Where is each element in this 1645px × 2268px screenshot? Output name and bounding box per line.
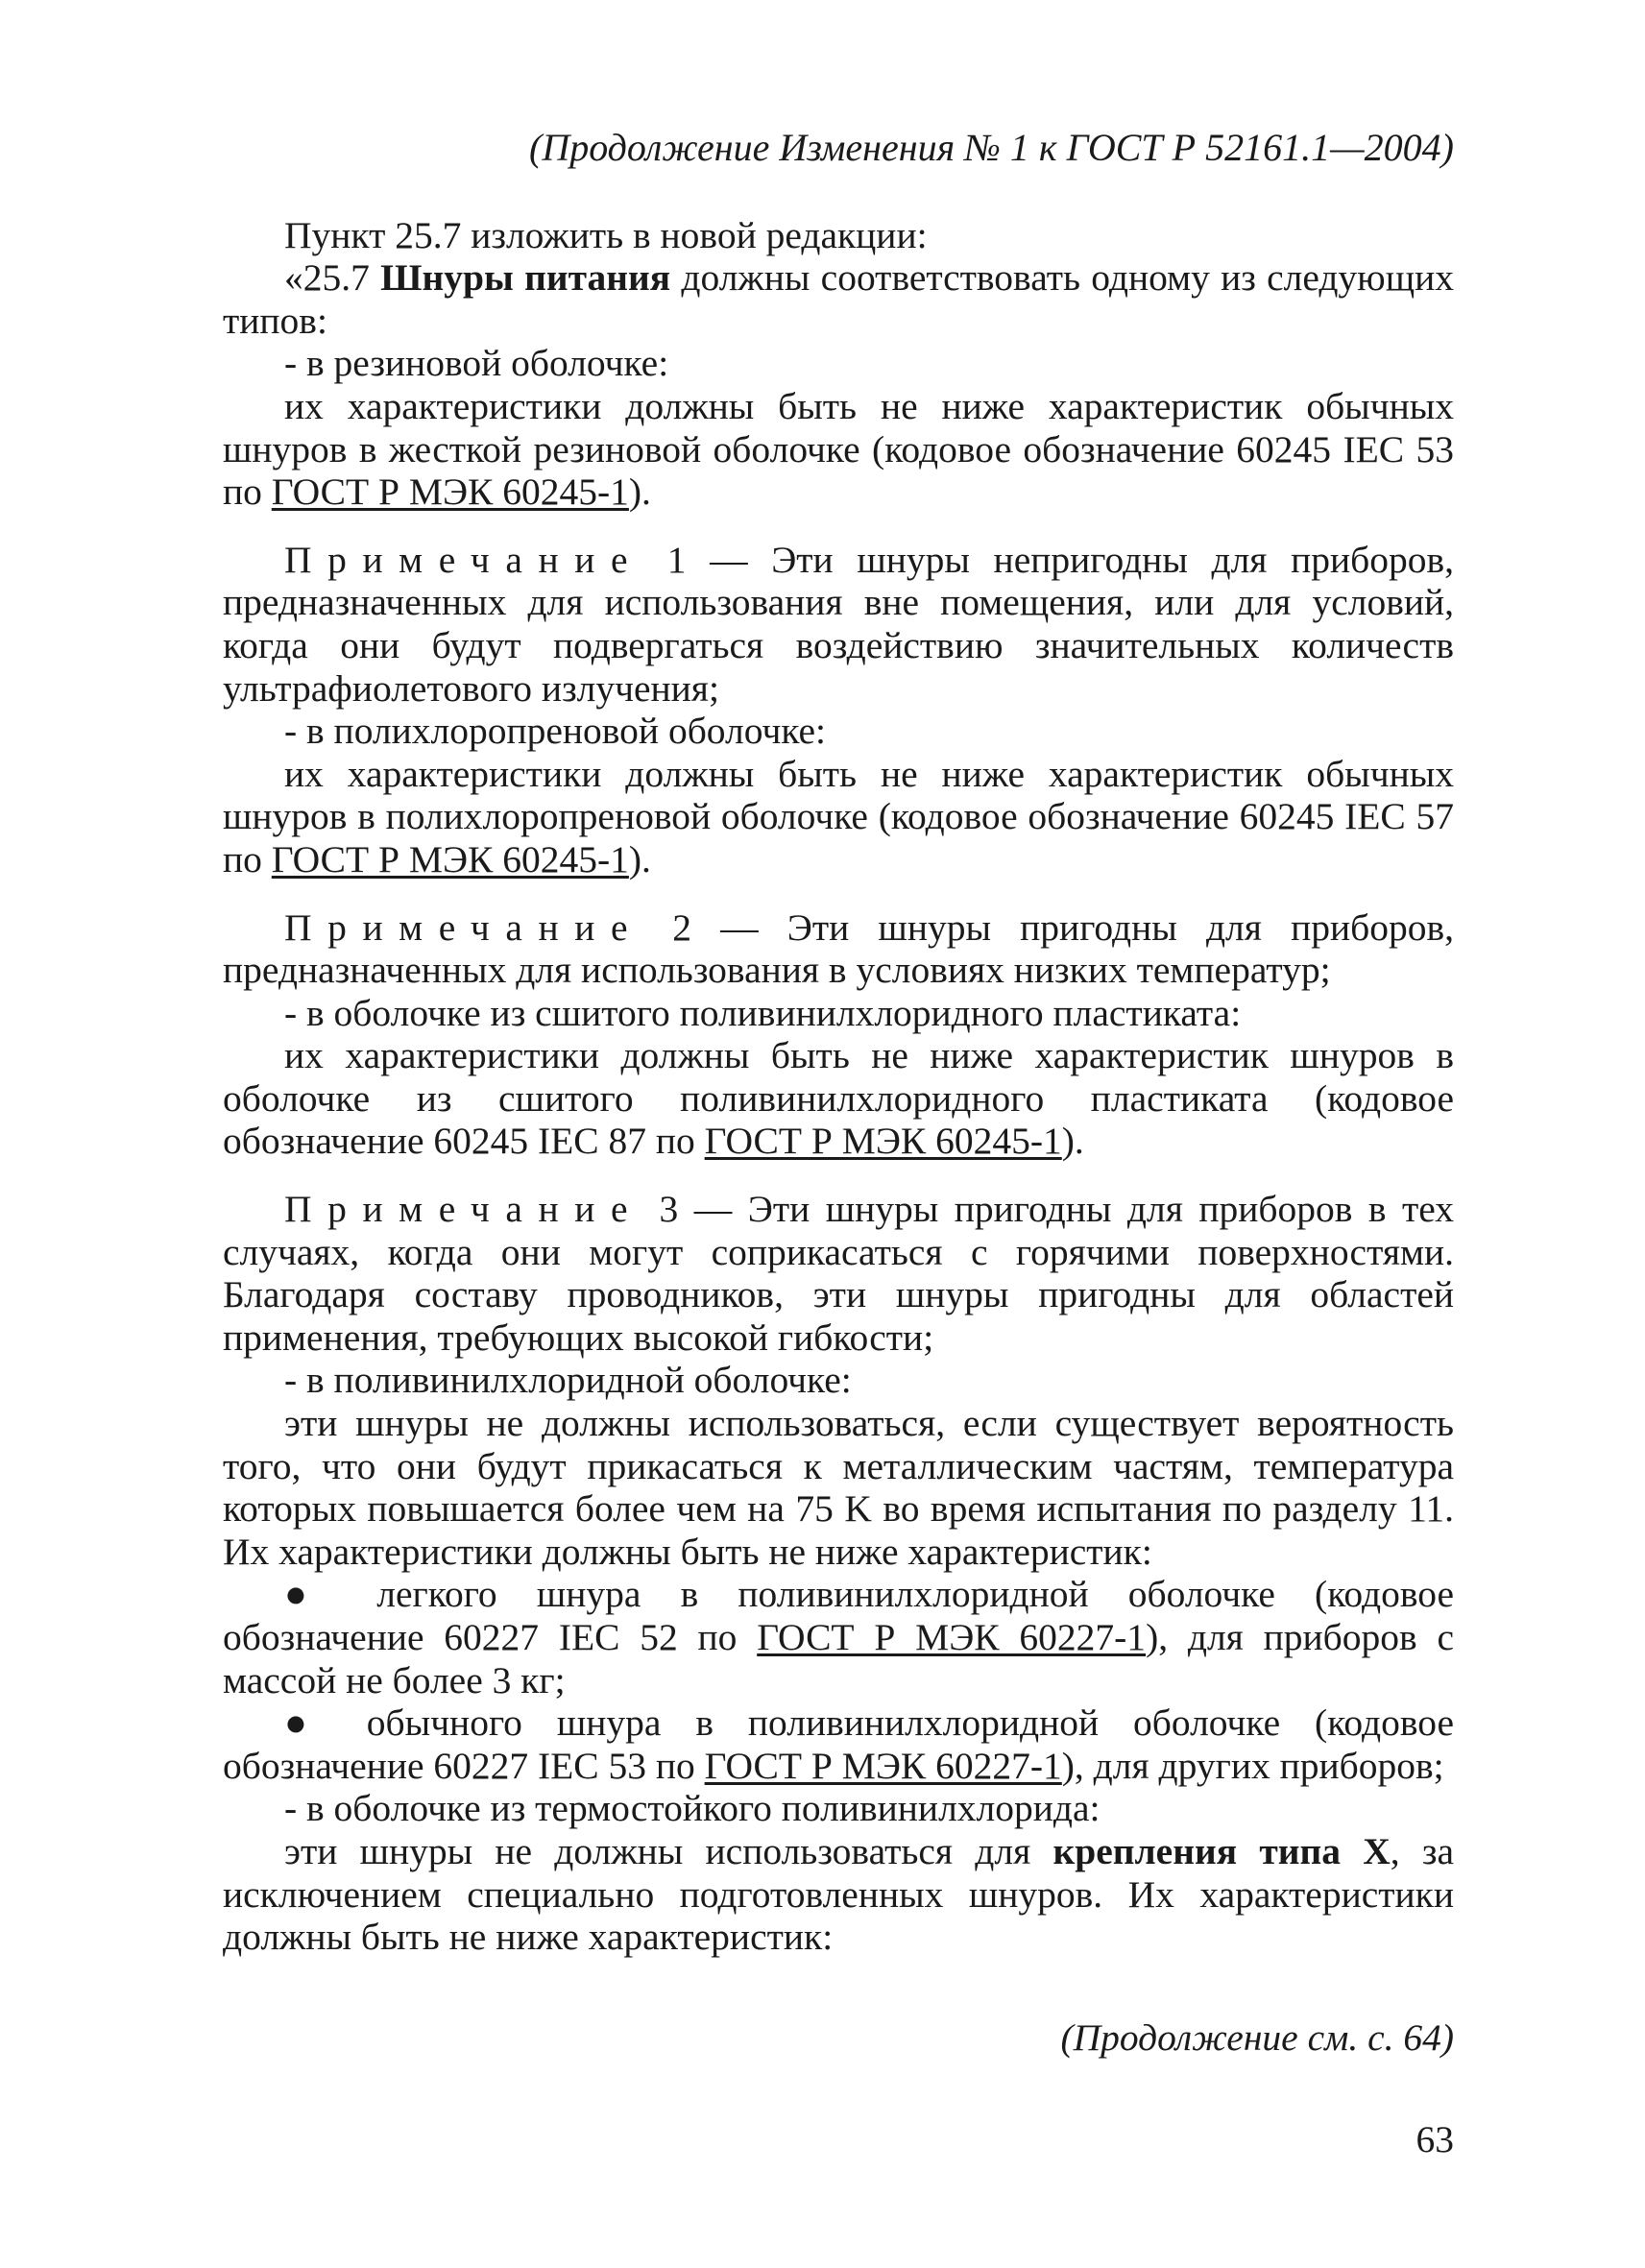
heat-resistant-pvc-text: эти шнуры не должны использоваться для крепления типа X, за исключением специально подготовленных шнуров. Их характеристики должны быть не ниже характеристик:	[223, 1829, 1455, 1959]
heat-resistant-pvc-title: - в оболочке из термостойкого поливинилхлорида:	[284, 1787, 1101, 1830]
gost-link[interactable]: ГОСТ Р МЭК 60245-1	[704, 1120, 1062, 1163]
gost-link[interactable]: ГОСТ Р МЭК 60245-1	[271, 837, 629, 881]
rubber-sheath-title: - в резиновой оболочке:	[284, 342, 669, 385]
pvc-sheath-text: эти шнуры не должны использоваться, если существует вероятность того, что они будут прикасаться к металлическим частям, температура которых повышается более чем на 75 K во время испытания по разделу 11. Их характеристики должны быть не ниже характеристик:	[223, 1402, 1454, 1573]
page-header: (Продолжение Изменения № 1 к ГОСТ Р 52161.1—2004)	[529, 126, 1454, 169]
note-3	[223, 1188, 1454, 1359]
note-text: 2 — Эти шнуры пригодны для приборов, предназначенных для использования в условиях низких температур;	[223, 905, 1454, 992]
crosslinked-pvc-sheath-title: - в оболочке из сшитого поливинилхлоридного пластиката:	[284, 991, 1242, 1034]
gost-link[interactable]: ГОСТ Р МЭК 60227-1	[757, 1616, 1147, 1658]
document-page	[223, 127, 1454, 2161]
crosslinked-pvc-sheath-text: их характеристики должны быть не ниже характеристик шнуров в оболочке из сшитого поливинилхлоридного пластиката (кодовое обозначение 60245 IEC 87 по ГОСТ Р МЭК 60245-1).	[223, 1034, 1454, 1163]
note-text: 3 — Эти шнуры пригодны для приборов в тех случаях, когда они могут соприкасаться с горячими поверхностями. Благодаря составу проводников, эти шнуры пригодны для областей применения, требующих высокой гибкости;	[223, 1188, 1454, 1359]
intro-paragraph: Пункт 25.7 изложить в новой редакции:	[284, 213, 928, 256]
term-power-cords: Шнуры питания	[380, 256, 671, 300]
clause-text: должны соответствовать одному из следующих типов:	[223, 256, 1455, 342]
note-label: Примечание	[284, 1188, 644, 1231]
clause-number: «25.7	[284, 256, 381, 300]
continuation-note: (Продолжение см. с. 64)	[1060, 2015, 1454, 2059]
bullet-ordinary-cord: ● обычного шнура в поливинилхлоридной оболочке (кодовое обозначение 60227 IEC 53 по ГОСТ Р МЭК 60227-1), для других приборов;	[223, 1701, 1454, 1787]
clause-25-7-paragraph	[223, 256, 1454, 342]
rubber-sheath-text: их характеристики должны быть не ниже характеристик обычных шнуров в жесткой резиновой оболочке (кодовое обозначение 60245 IEC 53 по ГОСТ Р МЭК 60245-1).	[223, 384, 1454, 514]
note-label: Примечание	[284, 538, 644, 581]
note-1	[223, 539, 1454, 710]
note-2	[223, 906, 1454, 992]
bullet-light-cord: ● легкого шнура в поливинилхлоридной оболочке (кодовое обозначение 60227 IEC 52 по ГОСТ Р МЭК 60227-1), для приборов с массой не более 3 кг;	[223, 1573, 1454, 1701]
page-number: 63	[1415, 2118, 1454, 2161]
note-text: 1 — Эти шнуры непригодны для приборов, предназначенных для использования вне помещения, или для условий, когда они будут подвергаться воздействию значительных количеств ультрафиолетового излучения;	[223, 538, 1454, 710]
note-label: Примечание	[284, 905, 644, 949]
pvc-sheath-title: - в поливинилхлоридной оболочке:	[284, 1359, 852, 1402]
polychloroprene-sheath-title: - в полихлоропреновой оболочке:	[284, 710, 827, 753]
polychloroprene-sheath-text: их характеристики должны быть не ниже характеристик обычных шнуров в полихлоропреновой оболочке (кодовое обозначение 60245 IEC 57 по ГОСТ Р МЭК 60245-1).	[223, 752, 1454, 881]
gost-link[interactable]: ГОСТ Р МЭК 60227-1	[704, 1744, 1062, 1787]
gost-link[interactable]: ГОСТ Р МЭК 60245-1	[271, 470, 629, 514]
term-type-x-attachment: крепления типа X	[1052, 1829, 1391, 1872]
